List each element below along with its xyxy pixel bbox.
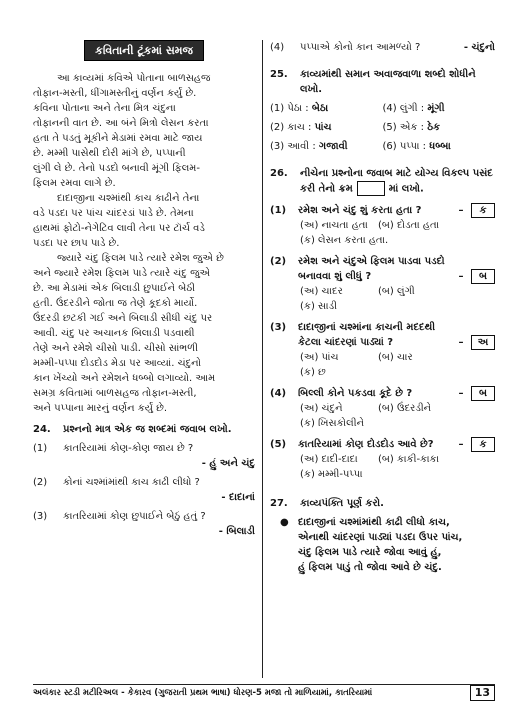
question-27-heading <box>270 496 495 511</box>
item-number: (4) <box>270 42 285 53</box>
item-number: (3) <box>270 321 287 333</box>
question-number: 26. <box>270 168 288 179</box>
question-text: કાવ્યમાંથી સમાન અવાજવાળા શબ્દો શોધીને લખો. <box>300 69 476 95</box>
option: (અ) ચાદર <box>300 285 343 297</box>
bullet-icon: ● <box>280 516 289 528</box>
mcq-question: કાતરિયામાં કોણ દોડદોડ આવે છે? <box>298 438 434 450</box>
option: (અ) ચંદુને <box>300 402 343 414</box>
option: (અ) પાંચ <box>300 351 339 363</box>
poem-line: હું ફિલમ પાડું તો જોવા આવે છે ચંદુ. <box>298 561 442 573</box>
text-line: પડદા પર છાપ પાડે છે. <box>33 238 120 249</box>
q24-item-4 <box>270 40 495 55</box>
mcq-item-1: (1) રમેશ અને ચંદુ શું કરતા હતા ? – ક (અ) નાચતા હતા (બ) દોડતા હતા (ક) લેસન કરતા હતા. <box>270 203 495 248</box>
mcq-item-4: (4) બિલ્લી કોને પકડવા કૂદે છે ? – બ (અ) ચંદુને (બ) ઉંદરડીને (ક) ખિસકોલીને <box>270 386 495 431</box>
question-26-heading <box>270 166 495 197</box>
question-number: 25. <box>270 69 288 80</box>
option: (ક) ખિસકોલીને <box>300 417 365 429</box>
mcq-question: બિલ્લી કોને પકડવા કૂદે છે ? <box>298 387 413 399</box>
section-heading: કવિતાની ટૂંકમાં સમજ <box>84 40 204 61</box>
text-line: તેણે અને રમેશે ચીસો પાડી. ચીસો સાંભળી <box>33 343 198 354</box>
option: (અ) નાચતા હતા <box>300 219 368 231</box>
item-question: કાતરિયામાં કોણ-કોણ જાય છે ? <box>63 443 194 454</box>
text-line: દાદાજીના ચશ્માંથી કાચ કાઢીને તેના <box>57 193 200 204</box>
page-number: 13 <box>470 685 495 701</box>
option: (બ) ચાર <box>378 351 413 363</box>
right-column <box>270 40 495 575</box>
answer-blank-box <box>357 181 385 196</box>
text-line: અને જ્યારે રમેશ ફિલમ પાડે ત્યારે ચંદુ જુએ <box>33 268 211 279</box>
text-line: વડે પડદા પર પાંચ ચાંદરડાં પાડે છે. તેમના <box>33 208 194 219</box>
rhyme-pair: (1) પેઠા : બેઠા <box>270 103 329 114</box>
item-number: (1) <box>33 443 48 454</box>
question-text: પ્રશ્નનો માત્ર એક જ શબ્દમાં જવાબ લખો. <box>63 424 232 435</box>
mcq-item-5: (5) કાતરિયામાં કોણ દોડદોડ આવે છે? – ક (અ) દાદી-દાદા (બ) કાકી-કાકા (ક) મમ્મી-પપ્પા <box>270 437 495 482</box>
question-24-heading <box>33 422 255 437</box>
footer-text: અલંકાર સ્ટડી મટીરિઅલ - કેકારવ (ગુજરાતી પ્રથમ ભાષા) ધોરણ-5 મજા તો માળિયામાં, કાતરિયામાં <box>33 687 373 698</box>
text-line: ફિલમ રમવા લાગે છે. <box>33 178 116 189</box>
summary-paragraph-1 <box>33 71 255 191</box>
text-line: કવિના પોતાના અને તેના મિત્ર ચંદુના <box>33 103 176 114</box>
item-question: કોનાં ચશ્માંમાંથી કાચ કાઢી લીધો ? <box>63 477 200 488</box>
text-line: ઉંદરડી છટકી ગઈ અને બિલાડી સીધી ચંદુ પર <box>33 313 213 324</box>
text-line: લુંગી લે છે. તેનો પડદો બનાવી મૂંગી ફિલમ- <box>33 163 200 174</box>
text-line: તોફાનની વાત છે. આ બંને મિત્રો લેસન કરતા <box>33 118 209 129</box>
text-line: આ કાવ્યમાં કવિએ પોતાના બાળસહજ <box>57 73 211 84</box>
text-line: અને પપ્પાના મારનું વર્ણન કર્યું છે. <box>33 403 168 414</box>
summary-paragraph-2 <box>33 191 255 251</box>
left-column <box>33 40 255 539</box>
item-answer: - ચંદુનો <box>463 42 495 53</box>
rhyme-pair: (2) કાચ : પાંચ <box>270 122 332 133</box>
summary-paragraph-3 <box>33 251 255 416</box>
text-line: સમગ્ર કવિતામાં બાળસહજ તોફાન-મસ્તી, <box>33 388 197 399</box>
option: (બ) કાકી-કાકા <box>378 453 440 465</box>
rhyme-pair: (6) પપ્પા : ધબ્બા <box>382 141 451 152</box>
q24-item-2 <box>33 475 255 505</box>
item-number: (5) <box>270 438 287 450</box>
text-line: હાથમાં ફોટો-નેગેટિવ લાવી તેના પર ટૉર્ચ વડે <box>33 223 205 234</box>
question-text: કાવ્યપંક્તિ પૂર્ણ કરો. <box>300 497 384 509</box>
text-line: હતા તે પડતું મૂકીને મેડામાં રમવા માટે જાય <box>33 133 203 144</box>
text-line: તોફાન-મસ્તી, ધીંગામસ્તીનું વર્ણન કર્યું છે. <box>33 88 197 99</box>
poem-line: ચંદુ ફિલમ પાડે ત્યારે જોવા આવું હું, <box>298 546 442 558</box>
item-number: (2) <box>33 477 48 488</box>
item-answer: - હું અને ચંદુ <box>201 458 255 469</box>
question-number: 27. <box>270 497 288 509</box>
page-footer <box>33 684 495 701</box>
poem-lines <box>270 515 495 575</box>
option: (ક) લેસન કરતા હતા. <box>300 234 389 246</box>
question-text: નીચેના પ્રશ્નોના જવાબ માટે યોગ્ય વિકલ્પ પસંદ કરી તેનો ક્રમ માં લખો. <box>300 168 493 195</box>
q24-item-1 <box>33 441 255 471</box>
poem-line: દાદાજીનાં ચશ્માંમાંથી કાઢી લીધો કાચ, <box>298 516 450 528</box>
text-line: કાન ખેંચ્યો અને રમેશને ધબ્બો લગાવ્યો. આમ <box>33 373 216 384</box>
option: (બ) લુંગી <box>378 285 415 297</box>
mcq-question: દાદાજીનાં ચશ્માંના કાચની મદદથી કેટલા ચાંદરણાં પાડ્યાં ? <box>298 321 436 348</box>
rhyme-pairs <box>270 101 495 154</box>
item-number: (1) <box>270 204 287 216</box>
item-answer: - બિલાડી <box>218 526 255 537</box>
text-line: છે. આ મેડામાં એક બિલાડી છુપાઈને બેઠી <box>33 283 196 294</box>
mcq-question: રમેશ અને ચંદુએ ફિલમ પાડવા પડદો બનાવવા શું લીધું ? <box>298 255 445 282</box>
option: (બ) ઉંદરડીને <box>378 402 432 414</box>
item-number: (4) <box>270 387 287 399</box>
mcq-item-3: (3) દાદાજીનાં ચશ્માંના કાચની મદદથી કેટલા ચાંદરણાં પાડ્યાં ? – અ (અ) પાંચ (બ) ચાર (ક) છ <box>270 320 495 380</box>
rhyme-pair: (3) આવી : ગજાવી <box>270 141 348 152</box>
question-25-heading <box>270 67 495 97</box>
text-line: મમ્મી-પપ્પા દોડદોડ મેડા પર આવ્યાં. ચંદુનો <box>33 358 202 369</box>
mcq-item-2: (2) રમેશ અને ચંદુએ ફિલમ પાડવા પડદો બનાવવા શું લીધું ? – બ (અ) ચાદર (બ) લુંગી (ક) સાડી <box>270 254 495 314</box>
option: (અ) દાદી-દાદા <box>300 453 358 465</box>
option: (બ) દોડતા હતા <box>378 219 440 231</box>
option: (ક) મમ્મી-પપ્પા <box>300 468 363 480</box>
option: (ક) છ <box>300 366 326 378</box>
q24-item-3 <box>33 509 255 539</box>
answer-box: બ <box>471 269 495 284</box>
text-line: છે. મમ્મી પાસેથી દોરી માંગે છે, પપ્પાની <box>33 148 186 159</box>
text-line: આવી. ચંદુ પર અચાનક બિલાડી પડવાથી <box>33 328 195 339</box>
item-question: કાતરિયામાં કોણ છુપાઈને બેઠું હતું ? <box>63 511 206 522</box>
answer-box: ક <box>471 203 495 218</box>
item-answer: - દાદાનાં <box>221 492 255 503</box>
item-number: (2) <box>270 255 287 267</box>
answer-box: અ <box>471 335 495 350</box>
answer-box: ક <box>471 437 495 452</box>
text-line: જ્યારે ચંદુ ફિલમ પાડે ત્યારે રમેશ જુએ છે <box>57 253 224 264</box>
poem-line: એનાથી ચાંદરણાં પાડ્યાં પડદા ઉપર પાંચ, <box>298 531 463 543</box>
column-divider <box>262 40 263 678</box>
mcq-question: રમેશ અને ચંદુ શું કરતા હતા ? <box>298 204 422 216</box>
text-line: હતી. ઉંદરડીને જોતા જ તેણે કૂદકો માર્યો. <box>33 298 198 309</box>
question-number: 24. <box>33 424 51 435</box>
option: (ક) સાડી <box>300 300 337 312</box>
answer-box: બ <box>471 386 495 401</box>
item-question: પપ્પાએ કોનો કાન આમળ્યો ? <box>300 42 421 53</box>
rhyme-pair: (4) લુંગી : મૂંગી <box>382 103 445 114</box>
rhyme-pair: (5) એક : ઠેક <box>382 122 441 133</box>
item-number: (3) <box>33 511 48 522</box>
